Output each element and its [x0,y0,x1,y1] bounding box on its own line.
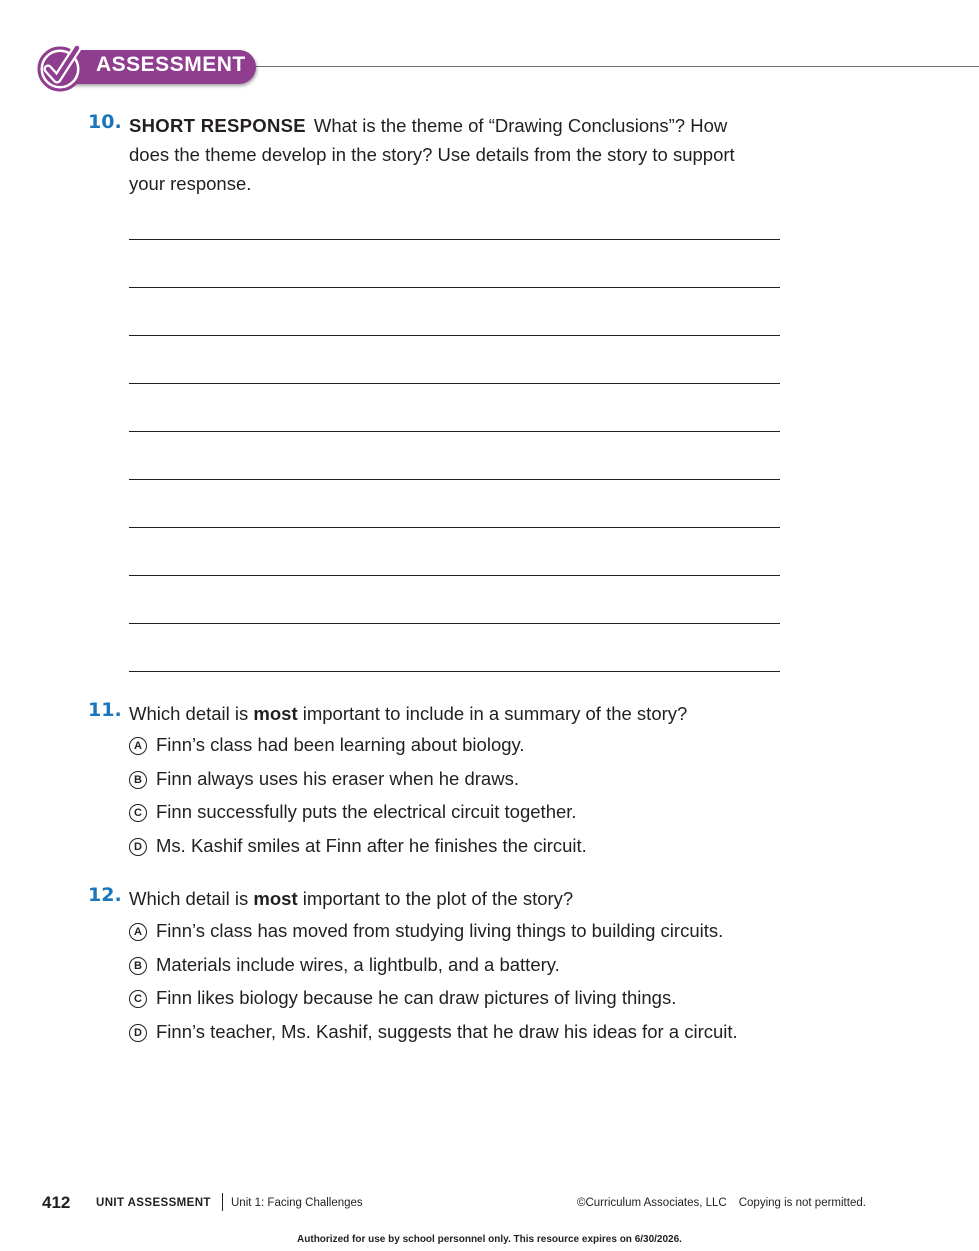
question-number: 11. [88,699,122,721]
answer-line[interactable] [129,335,780,383]
choice-text: Finn successfully puts the electrical circuit together. [156,801,577,822]
answer-bubble[interactable]: A [129,737,147,755]
stem-before: Which detail is [129,703,254,724]
question-stem [129,699,789,728]
question-12 [88,884,788,914]
question-stem [129,884,789,913]
page-footer [0,1188,979,1218]
answer-bubble[interactable]: D [129,838,147,856]
question-number: 12. [88,884,122,906]
stem-emphasis: most [253,888,298,909]
answer-bubble[interactable]: A [129,923,147,941]
answer-bubble[interactable]: B [129,771,147,789]
page-number: 412 [42,1193,71,1212]
choice-b[interactable] [129,951,809,985]
choice-text: Finn’s class has moved from studying living things to building circuits. [156,920,724,941]
answer-line[interactable] [129,527,780,575]
stem-emphasis: most [253,703,298,724]
answer-line[interactable] [129,431,780,479]
footer-divider [222,1193,223,1211]
choice-a[interactable] [129,731,809,765]
choice-c[interactable] [129,798,809,832]
choice-text: Finn likes biology because he can draw pictures of living things. [156,987,677,1008]
choice-text: Finn always uses his eraser when he draws. [156,767,519,789]
answer-line[interactable] [129,383,780,431]
response-lines[interactable] [129,239,780,719]
question-number: 10. [88,111,122,133]
assessment-badge [36,42,256,92]
copy-note: Copying is not permitted. [738,1197,866,1209]
answer-bubble[interactable]: D [129,1024,147,1042]
header-rule [250,66,979,67]
choice-d[interactable] [129,1018,809,1052]
question-11-choices [129,731,809,865]
stem-after: important to include in a summary of the story? [297,703,688,724]
choice-text: Ms. Kashif smiles at Finn after he finishes the circuit. [156,834,587,856]
choice-b[interactable] [129,765,809,799]
prompt-line-1: What is the theme of “Drawing Conclusions”? How [313,115,728,136]
authorization-notice: Authorized for use by school personnel only. This resource expires on 6/30/2026. [297,1234,682,1245]
choice-d[interactable] [129,832,809,866]
page-header [0,0,979,110]
choice-text: Materials include wires, a lightbulb, and a battery. [156,953,560,975]
answer-bubble[interactable]: B [129,957,147,975]
question-11 [88,699,788,729]
answer-line[interactable] [129,239,780,287]
choice-text: Finn’s teacher, Ms. Kashif, suggests that he draw his ideas for a circuit. [156,1020,738,1042]
checkmark-icon [36,42,86,92]
answer-line[interactable] [129,623,780,671]
unit-title: Unit 1: Facing Challenges [231,1197,363,1209]
stem-before: Which detail is [129,888,254,909]
short-response-label: SHORT RESPONSE [129,115,306,136]
question-12-choices [129,917,809,1051]
choice-a[interactable] [129,917,809,951]
question-prompt [129,111,789,198]
choice-c[interactable] [129,984,809,1018]
copyright-notice [577,1197,866,1209]
choice-text: Finn’s class had been learning about biology. [156,734,525,755]
answer-bubble[interactable]: C [129,804,147,822]
answer-line[interactable] [129,287,780,335]
prompt-line-2: does the theme develop in the story? Use details from the story to support [129,144,735,165]
prompt-line-3: your response. [129,173,252,194]
assessment-label: ASSESSMENT [96,53,246,76]
copyright-text: ©Curriculum Associates, LLC [577,1197,727,1209]
answer-line[interactable] [129,575,780,623]
answer-bubble[interactable]: C [129,990,147,1008]
answer-line[interactable] [129,479,780,527]
question-10 [88,111,788,201]
section-label: UNIT ASSESSMENT [96,1197,211,1209]
stem-after: important to the plot of the story? [297,888,574,909]
